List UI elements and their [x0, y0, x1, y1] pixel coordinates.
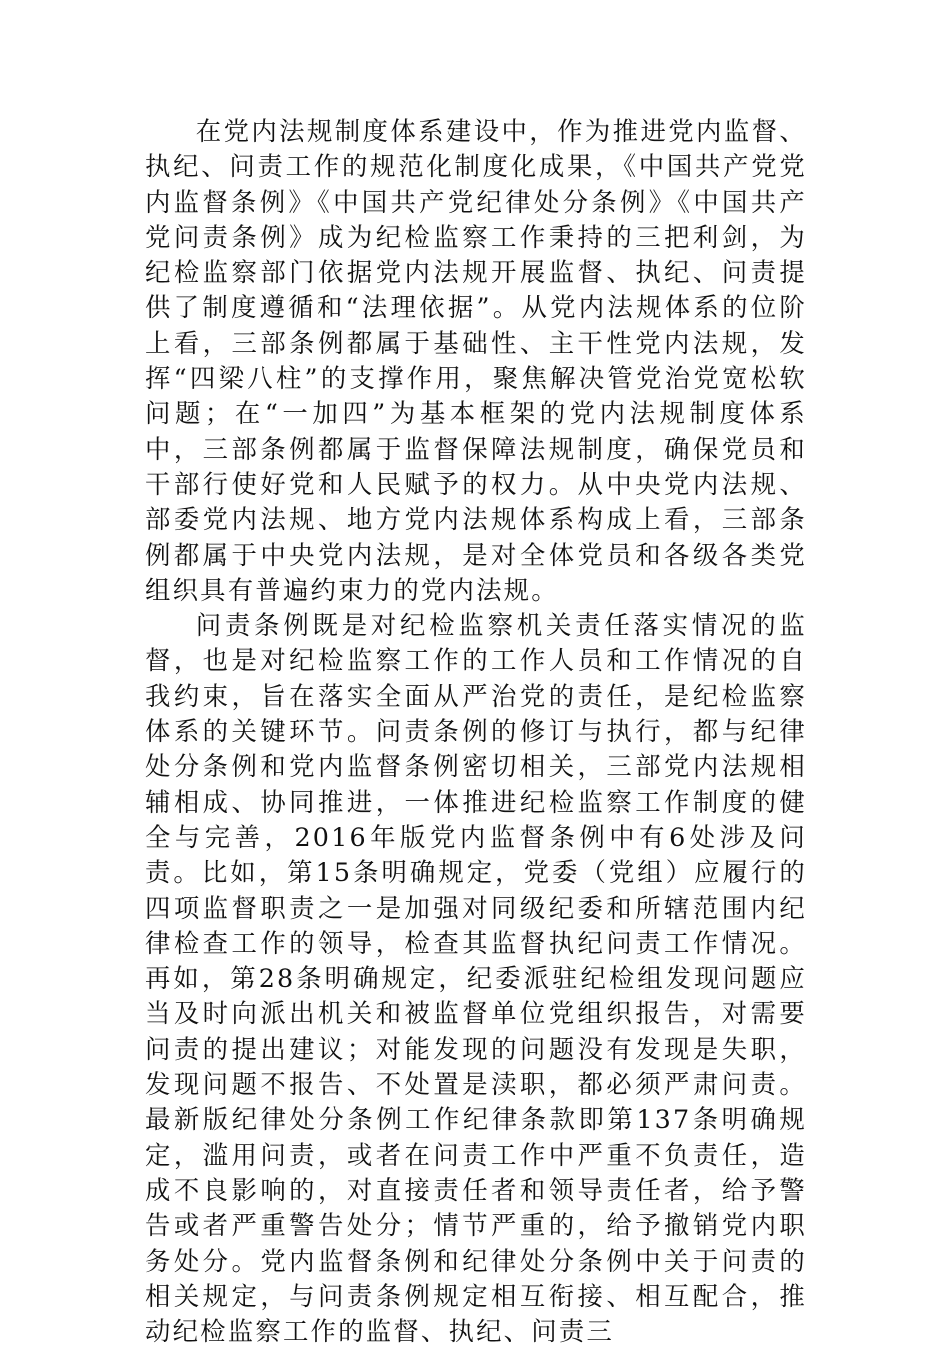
paragraph-2: 问责条例既是对纪检监察机关责任落实情况的监督，也是对纪检监察工作的工作人员和工作情况的自我约束，旨在落实全面从严治党的责任，是纪检监察体系的关键环节。问责条例的修订与执行，都与纪律处分条例和党内监督条例密切相关，三部党内法规相辅相成、协同推进，一体推进纪检监察工作制度的健全与完善，2016年版党内监督条例中有6处涉及问责。比如，第15条明确规定，党委（党组）应履行的四项监督职责之一是加强对同级纪委和所辖范围内纪律检查工作的领导，检查其监督执纪问责工作情况。再如，第28条明确规定，纪委派驻纪检组发现问题应当及时向派出机关和被监督单位党组织报告，对需要问责的提出建议；对能发现的问题没有发现是失职，发现问题不报告、不处置是渎职，都必须严肃问责。最新版纪律处分条例工作纪律条款即第137条明确规定，滥用问责，或者在问责工作中严重不负责任，造成不良影响的，对直接责任者和领导责任者，给予警告或者严重警告处分；情节严重的，给予撤销党内职务处分。党内监督条例和纪律处分条例中关于问责的相关规定，与问责条例规定相互衔接、相互配合，推动纪检监察工作的监督、执纪、问责三 [145, 610, 807, 1347]
paragraph-1: 在党内法规制度体系建设中，作为推进党内监督、执纪、问责工作的规范化制度化成果，《中国共产党党内监督条例》《中国共产党纪律处分条例》《中国共产党问责条例》成为纪检监察工作秉持的三把利剑，为纪检监察部门依据党内法规开展监督、执纪、问责提供了制度遵循和“法理依据”。从党内法规体系的位阶上看，三部条例都属于基础性、主干性党内法规，发挥“四梁八柱”的支撑作用，聚焦解决管党治党宽松软问题；在“一加四”为基本框架的党内法规制度体系中，三部条例都属于监督保障法规制度，确保党员和干部行使好党和人民赋予的权力。从中央党内法规、部委党内法规、地方党内法规体系构成上看，三部条例都属于中央党内法规，是对全体党员和各级各类党组织具有普遍约束力的党内法规。 [145, 116, 807, 605]
document-body [145, 114, 807, 1349]
